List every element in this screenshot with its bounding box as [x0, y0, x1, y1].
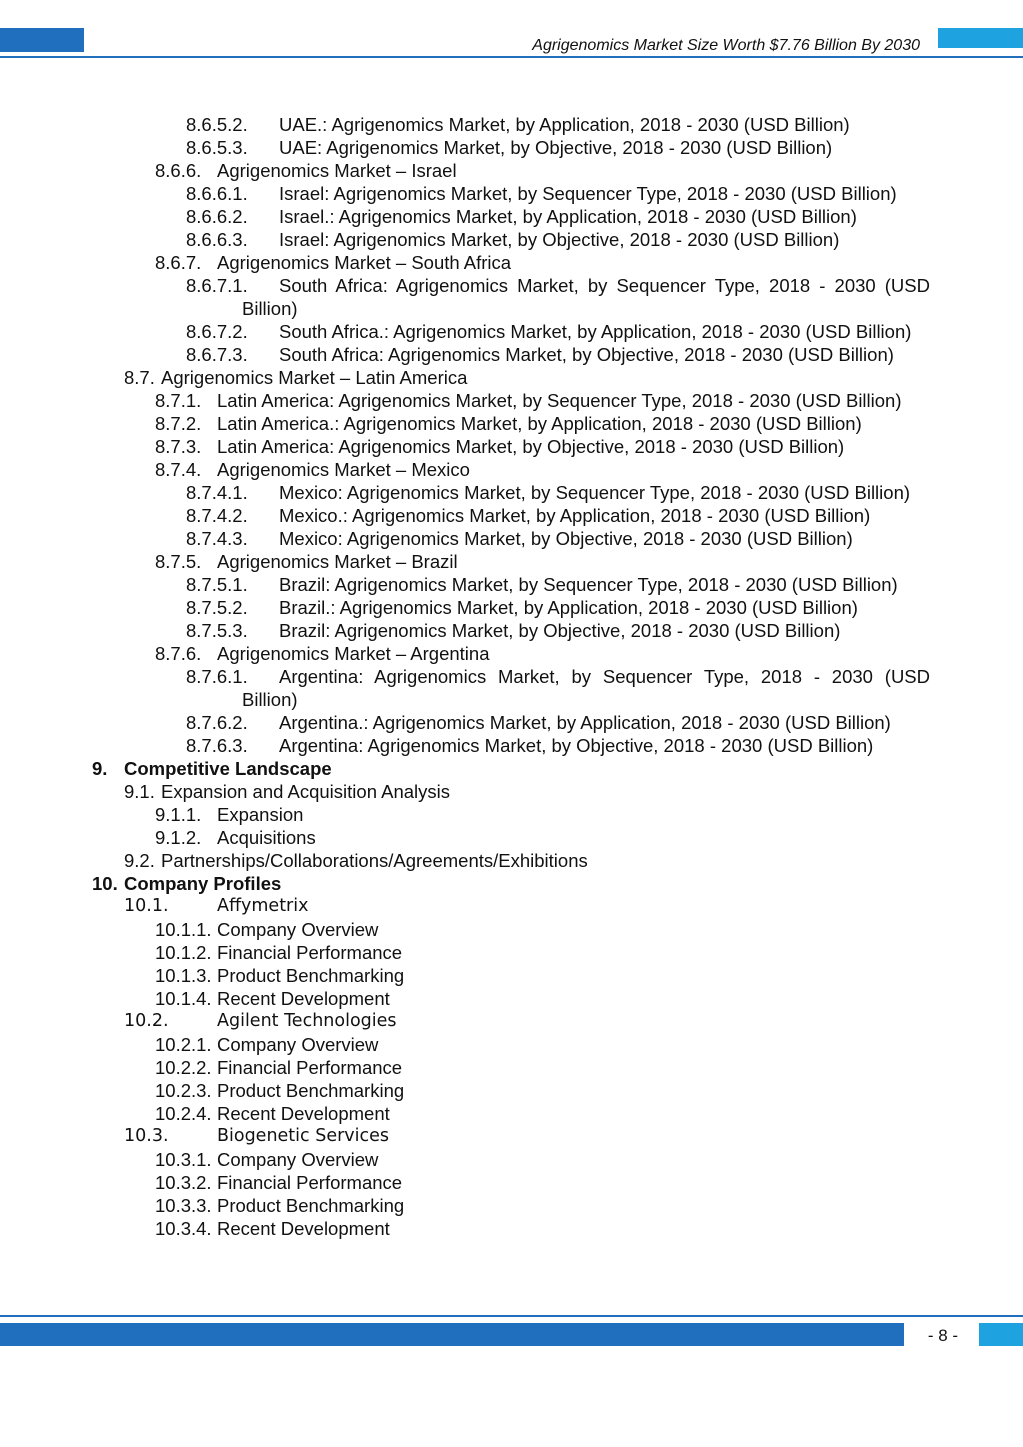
toc-entry-title: Agilent Technologies [217, 1011, 397, 1031]
toc-entry-title: Brazil.: Agrigenomics Market, by Application, 2018 - 2030 (USD Billion) [279, 597, 858, 618]
footer-bar [0, 1323, 904, 1346]
toc-entry-number: 10.1.4. [155, 988, 212, 1009]
toc-entry-title: Product Benchmarking [217, 965, 405, 986]
toc-entry [0, 1056, 1023, 1079]
toc-entry-number: 10.1.2. [155, 942, 212, 963]
toc-entry-number: 8.6.6.3. [186, 229, 248, 250]
toc-entry-number: 8.6.6. [155, 160, 202, 181]
toc-entry [0, 481, 1023, 504]
toc-entry [0, 1010, 1023, 1033]
toc-entry [0, 1148, 1023, 1171]
toc-entry-number: 8.7.5.2. [186, 597, 248, 618]
toc-entry [0, 987, 1023, 1010]
toc-entry-number: 8.7.4. [155, 459, 202, 480]
toc-entry [0, 596, 1023, 619]
toc-entry [0, 274, 1023, 320]
toc-entry-title: Acquisitions [217, 827, 316, 848]
toc-entry [0, 1171, 1023, 1194]
toc-entry-title: UAE.: Agrigenomics Market, by Application, 2018 - 2030 (USD Billion) [279, 114, 850, 135]
toc-entry-number: 8.7.2. [155, 413, 202, 434]
toc-entry-number: 9.2. [124, 850, 155, 871]
toc-entry [0, 159, 1023, 182]
toc-entry-number: 8.7. [124, 367, 155, 388]
toc-entry [0, 113, 1023, 136]
toc-entry [0, 1079, 1023, 1102]
toc-entry-title: Expansion [217, 804, 304, 825]
toc-entry [0, 458, 1023, 481]
header-rule [0, 56, 1023, 58]
toc-entry [0, 1217, 1023, 1240]
toc-entry [0, 964, 1023, 987]
toc-entry-number: 9.1.2. [155, 827, 202, 848]
toc-entry-title: Mexico: Agrigenomics Market, by Sequencer Type, 2018 - 2030 (USD Billion) [279, 482, 911, 503]
toc-entry-number: 10.3.1. [155, 1149, 212, 1170]
toc-entry-number: 10.3.4. [155, 1218, 212, 1239]
toc-entry-number: 8.6.6.2. [186, 206, 248, 227]
toc-entry [0, 251, 1023, 274]
toc-entry [0, 918, 1023, 941]
toc-entry-title: Israel: Agrigenomics Market, by Objective, 2018 - 2030 (USD Billion) [279, 229, 840, 250]
toc-entry [0, 757, 1023, 780]
toc-entry-title: Agrigenomics Market – South Africa [217, 252, 512, 273]
toc-entry-number: 8.6.7. [155, 252, 202, 273]
toc-entry-number: 8.7.3. [155, 436, 202, 457]
toc-entry [0, 665, 1023, 711]
toc-entry-title: Company Overview [217, 1034, 379, 1055]
toc-entry-title: Latin America: Agrigenomics Market, by Objective, 2018 - 2030 (USD Billion) [217, 436, 845, 457]
toc-entry-title: Partnerships/Collaborations/Agreements/Exhibitions [161, 850, 588, 871]
header-accent-right [938, 28, 1023, 48]
toc-entry-number: 8.6.5.3. [186, 137, 248, 158]
toc-entry-number: 8.7.4.1. [186, 482, 248, 503]
toc-entry [0, 1194, 1023, 1217]
toc-entry [0, 366, 1023, 389]
toc-entry-title: Company Profiles [124, 873, 282, 894]
toc-entry [0, 895, 1023, 918]
toc-entry-title: Latin America: Agrigenomics Market, by Sequencer Type, 2018 - 2030 (USD Billion) [217, 390, 902, 411]
toc-entry [0, 826, 1023, 849]
toc-entry [0, 780, 1023, 803]
toc-entry-title: Argentina.: Agrigenomics Market, by Application, 2018 - 2030 (USD Billion) [279, 712, 891, 733]
toc-entry-title: Recent Development [217, 1103, 390, 1124]
toc-entry [0, 136, 1023, 159]
toc-entry-number: 10.2.1. [155, 1034, 212, 1055]
header-accent-left [0, 28, 84, 52]
toc-entry-number: 8.7.6.2. [186, 712, 248, 733]
toc-entry-title: Mexico: Agrigenomics Market, by Objective, 2018 - 2030 (USD Billion) [279, 528, 853, 549]
toc-entry [0, 941, 1023, 964]
toc-entry-title: Recent Development [217, 988, 390, 1009]
toc-entry-title: Brazil: Agrigenomics Market, by Objective, 2018 - 2030 (USD Billion) [279, 620, 841, 641]
toc-entry-number: 10.2.4. [155, 1103, 212, 1124]
toc-entry [0, 550, 1023, 573]
toc-entry [0, 803, 1023, 826]
toc-entry-title: Expansion and Acquisition Analysis [161, 781, 450, 802]
toc-entry [0, 711, 1023, 734]
toc-entry [0, 872, 1023, 895]
toc-entry [0, 1125, 1023, 1148]
toc-entry-number: 8.6.7.2. [186, 321, 248, 342]
toc-entry-title: Agrigenomics Market – Latin America [161, 367, 468, 388]
toc-entry-title: Financial Performance [217, 1172, 403, 1193]
toc-entry-number: 10.2.2. [155, 1057, 212, 1078]
toc-entry-number: 10.3.2. [155, 1172, 212, 1193]
toc-entry-number: 10.1.3. [155, 965, 212, 986]
toc-entry [0, 435, 1023, 458]
toc-entry-title: Company Overview [217, 919, 379, 940]
toc-entry-title: Argentina: Agrigenomics Market, by Objective, 2018 - 2030 (USD Billion) [279, 735, 874, 756]
toc-entry-number: 10.1.1. [155, 919, 212, 940]
toc-entry-number: 8.7.4.2. [186, 505, 248, 526]
toc-entry [0, 619, 1023, 642]
toc-entry-title: Agrigenomics Market – Mexico [217, 459, 470, 480]
toc-entry-number: 8.6.5.2. [186, 114, 248, 135]
toc-entry-number: 10.2. [124, 1011, 169, 1031]
footer-rule [0, 1315, 1023, 1317]
toc-entry-number: 8.7.6.1. [186, 666, 248, 687]
footer-accent-right [979, 1323, 1023, 1346]
toc-entry-number: 10.1. [124, 896, 169, 916]
toc-entry [0, 389, 1023, 412]
toc-entry-title: Israel.: Agrigenomics Market, by Application, 2018 - 2030 (USD Billion) [279, 206, 857, 227]
toc-entry-title: Mexico.: Agrigenomics Market, by Application, 2018 - 2030 (USD Billion) [279, 505, 871, 526]
toc-entry [0, 182, 1023, 205]
toc-entry [0, 527, 1023, 550]
page-number: - 8 - [927, 1326, 959, 1345]
toc-entry-title: Agrigenomics Market – Brazil [217, 551, 458, 572]
toc-entry-number: 8.6.7.3. [186, 344, 248, 365]
toc-entry-title: Agrigenomics Market – Israel [217, 160, 457, 181]
toc-entry-title: Brazil: Agrigenomics Market, by Sequencer Type, 2018 - 2030 (USD Billion) [279, 574, 898, 595]
toc-entry-number: 8.6.6.1. [186, 183, 248, 204]
toc-entry-number: 8.7.4.3. [186, 528, 248, 549]
toc-entry [0, 734, 1023, 757]
toc-entry [0, 228, 1023, 251]
toc-entry-number: 9.1. [124, 781, 155, 802]
toc-entry-title: Product Benchmarking [217, 1195, 405, 1216]
toc-entry-number: 8.7.6. [155, 643, 202, 664]
toc-entry-number: 8.7.5.3. [186, 620, 248, 641]
toc-entry [0, 573, 1023, 596]
toc-entry-number: 8.7.1. [155, 390, 202, 411]
toc-entry-title: Agrigenomics Market – Argentina [217, 643, 490, 664]
toc-entry-title: South Africa: Agrigenomics Market, by Objective, 2018 - 2030 (USD Billion) [279, 344, 894, 365]
toc-entry-number: 8.7.6.3. [186, 735, 248, 756]
toc-entry [0, 1033, 1023, 1056]
toc-entry-number: 9. [92, 758, 108, 779]
toc-entry [0, 343, 1023, 366]
toc-entry [0, 504, 1023, 527]
toc-entry-title: Company Overview [217, 1149, 379, 1170]
toc-entry-title: Competitive Landscape [124, 758, 332, 779]
toc-entry-title: South Africa: Agrigenomics Market, by Sequencer Type, 2018 - 2030 (USD Billion) [242, 275, 930, 319]
toc-entry-title: Biogenetic Services [217, 1126, 390, 1146]
toc-entry [0, 1102, 1023, 1125]
toc-entry-number: 10.3. [124, 1126, 169, 1146]
toc-entry [0, 205, 1023, 228]
toc-entry-number: 8.6.7.1. [186, 275, 248, 296]
toc-entry [0, 642, 1023, 665]
toc-entry-title: Recent Development [217, 1218, 390, 1239]
toc-entry [0, 412, 1023, 435]
toc-entry-title: Israel: Agrigenomics Market, by Sequencer Type, 2018 - 2030 (USD Billion) [279, 183, 897, 204]
toc-entry-title: Affymetrix [217, 896, 309, 916]
toc-entry-number: 10. [92, 873, 118, 894]
toc-entry-title: South Africa.: Agrigenomics Market, by Application, 2018 - 2030 (USD Billion) [279, 321, 912, 342]
toc-entry-title: Financial Performance [217, 1057, 403, 1078]
toc-entry-title: UAE: Agrigenomics Market, by Objective, 2018 - 2030 (USD Billion) [279, 137, 833, 158]
toc-entry-number: 10.3.3. [155, 1195, 212, 1216]
toc-entry-number: 8.7.5. [155, 551, 202, 572]
toc-entry-title: Latin America.: Agrigenomics Market, by Application, 2018 - 2030 (USD Billion) [217, 413, 862, 434]
toc-entry-title: Financial Performance [217, 942, 403, 963]
toc-entry-title: Argentina: Agrigenomics Market, by Sequencer Type, 2018 - 2030 (USD Billion) [242, 666, 930, 710]
toc-entry [0, 320, 1023, 343]
toc-entry-number: 9.1.1. [155, 804, 202, 825]
toc-entry-number: 10.2.3. [155, 1080, 212, 1101]
header-title: Agrigenomics Market Size Worth $7.76 Billion By 2030 [532, 37, 920, 54]
toc-entry [0, 849, 1023, 872]
table-of-contents [0, 113, 1023, 1240]
toc-entry-number: 8.7.5.1. [186, 574, 248, 595]
toc-entry-title: Product Benchmarking [217, 1080, 405, 1101]
